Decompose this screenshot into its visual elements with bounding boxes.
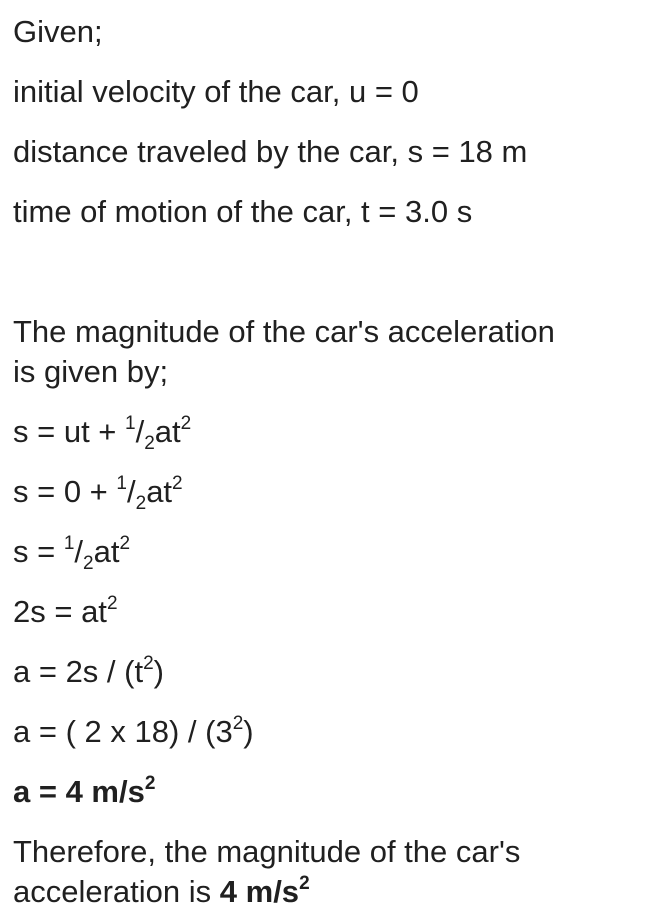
given-heading: Given; xyxy=(13,14,103,49)
equation-4-prefix: 2s = at xyxy=(13,594,107,629)
equation-2 xyxy=(13,474,183,515)
fraction-denominator: 2 xyxy=(144,433,155,454)
equation-1-prefix: s = ut + xyxy=(13,414,126,449)
result-exponent: 2 xyxy=(144,773,156,794)
conclusion-line-2 xyxy=(13,874,310,910)
fraction-slash: / xyxy=(135,414,145,449)
result-equation xyxy=(13,774,155,810)
equation-6-suffix: ) xyxy=(243,714,254,749)
conclusion-prefix: acceleration is xyxy=(13,874,220,909)
equation-2-prefix: s = 0 + xyxy=(13,474,117,509)
fraction-denominator: 2 xyxy=(135,493,147,514)
exponent: 2 xyxy=(106,593,118,614)
equation-6-prefix: a = ( 2 x 18) / (3 xyxy=(13,714,233,749)
equation-6 xyxy=(13,714,254,750)
equation-1 xyxy=(13,414,191,455)
exponent: 2 xyxy=(119,533,131,554)
equation-3-at: at xyxy=(93,534,120,569)
fraction-numerator: 1 xyxy=(63,533,75,554)
exponent: 2 xyxy=(143,653,154,674)
intro-line-2: is given by; xyxy=(13,354,169,389)
given-distance: distance traveled by the car, s = 18 m xyxy=(13,134,528,169)
given-time: time of motion of the car, t = 3.0 s xyxy=(13,194,473,229)
result-text: a = 4 m/s xyxy=(13,774,145,809)
fraction-denominator: 2 xyxy=(83,553,94,574)
equation-4 xyxy=(13,594,118,630)
equation-2-at: at xyxy=(146,474,173,509)
fraction-numerator: 1 xyxy=(116,473,127,494)
equation-5-suffix: ) xyxy=(153,654,164,689)
conclusion-exponent: 2 xyxy=(299,873,310,894)
intro-line-1: The magnitude of the car's acceleration xyxy=(13,314,555,349)
exponent: 2 xyxy=(180,413,192,434)
conclusion-line-1: Therefore, the magnitude of the car's xyxy=(13,834,521,869)
given-initial-velocity: initial velocity of the car, u = 0 xyxy=(13,74,419,109)
fraction-slash: / xyxy=(126,474,136,509)
conclusion-answer: 4 m/s xyxy=(219,874,300,909)
equation-1-at: at xyxy=(154,414,181,449)
exponent: 2 xyxy=(172,473,183,494)
equation-5 xyxy=(13,654,164,690)
equation-5-prefix: a = 2s / (t xyxy=(13,654,144,689)
equation-3-prefix: s = xyxy=(13,534,64,569)
equation-3 xyxy=(13,534,130,575)
fraction-slash: / xyxy=(74,534,84,569)
fraction-numerator: 1 xyxy=(125,413,136,434)
exponent: 2 xyxy=(232,713,244,734)
